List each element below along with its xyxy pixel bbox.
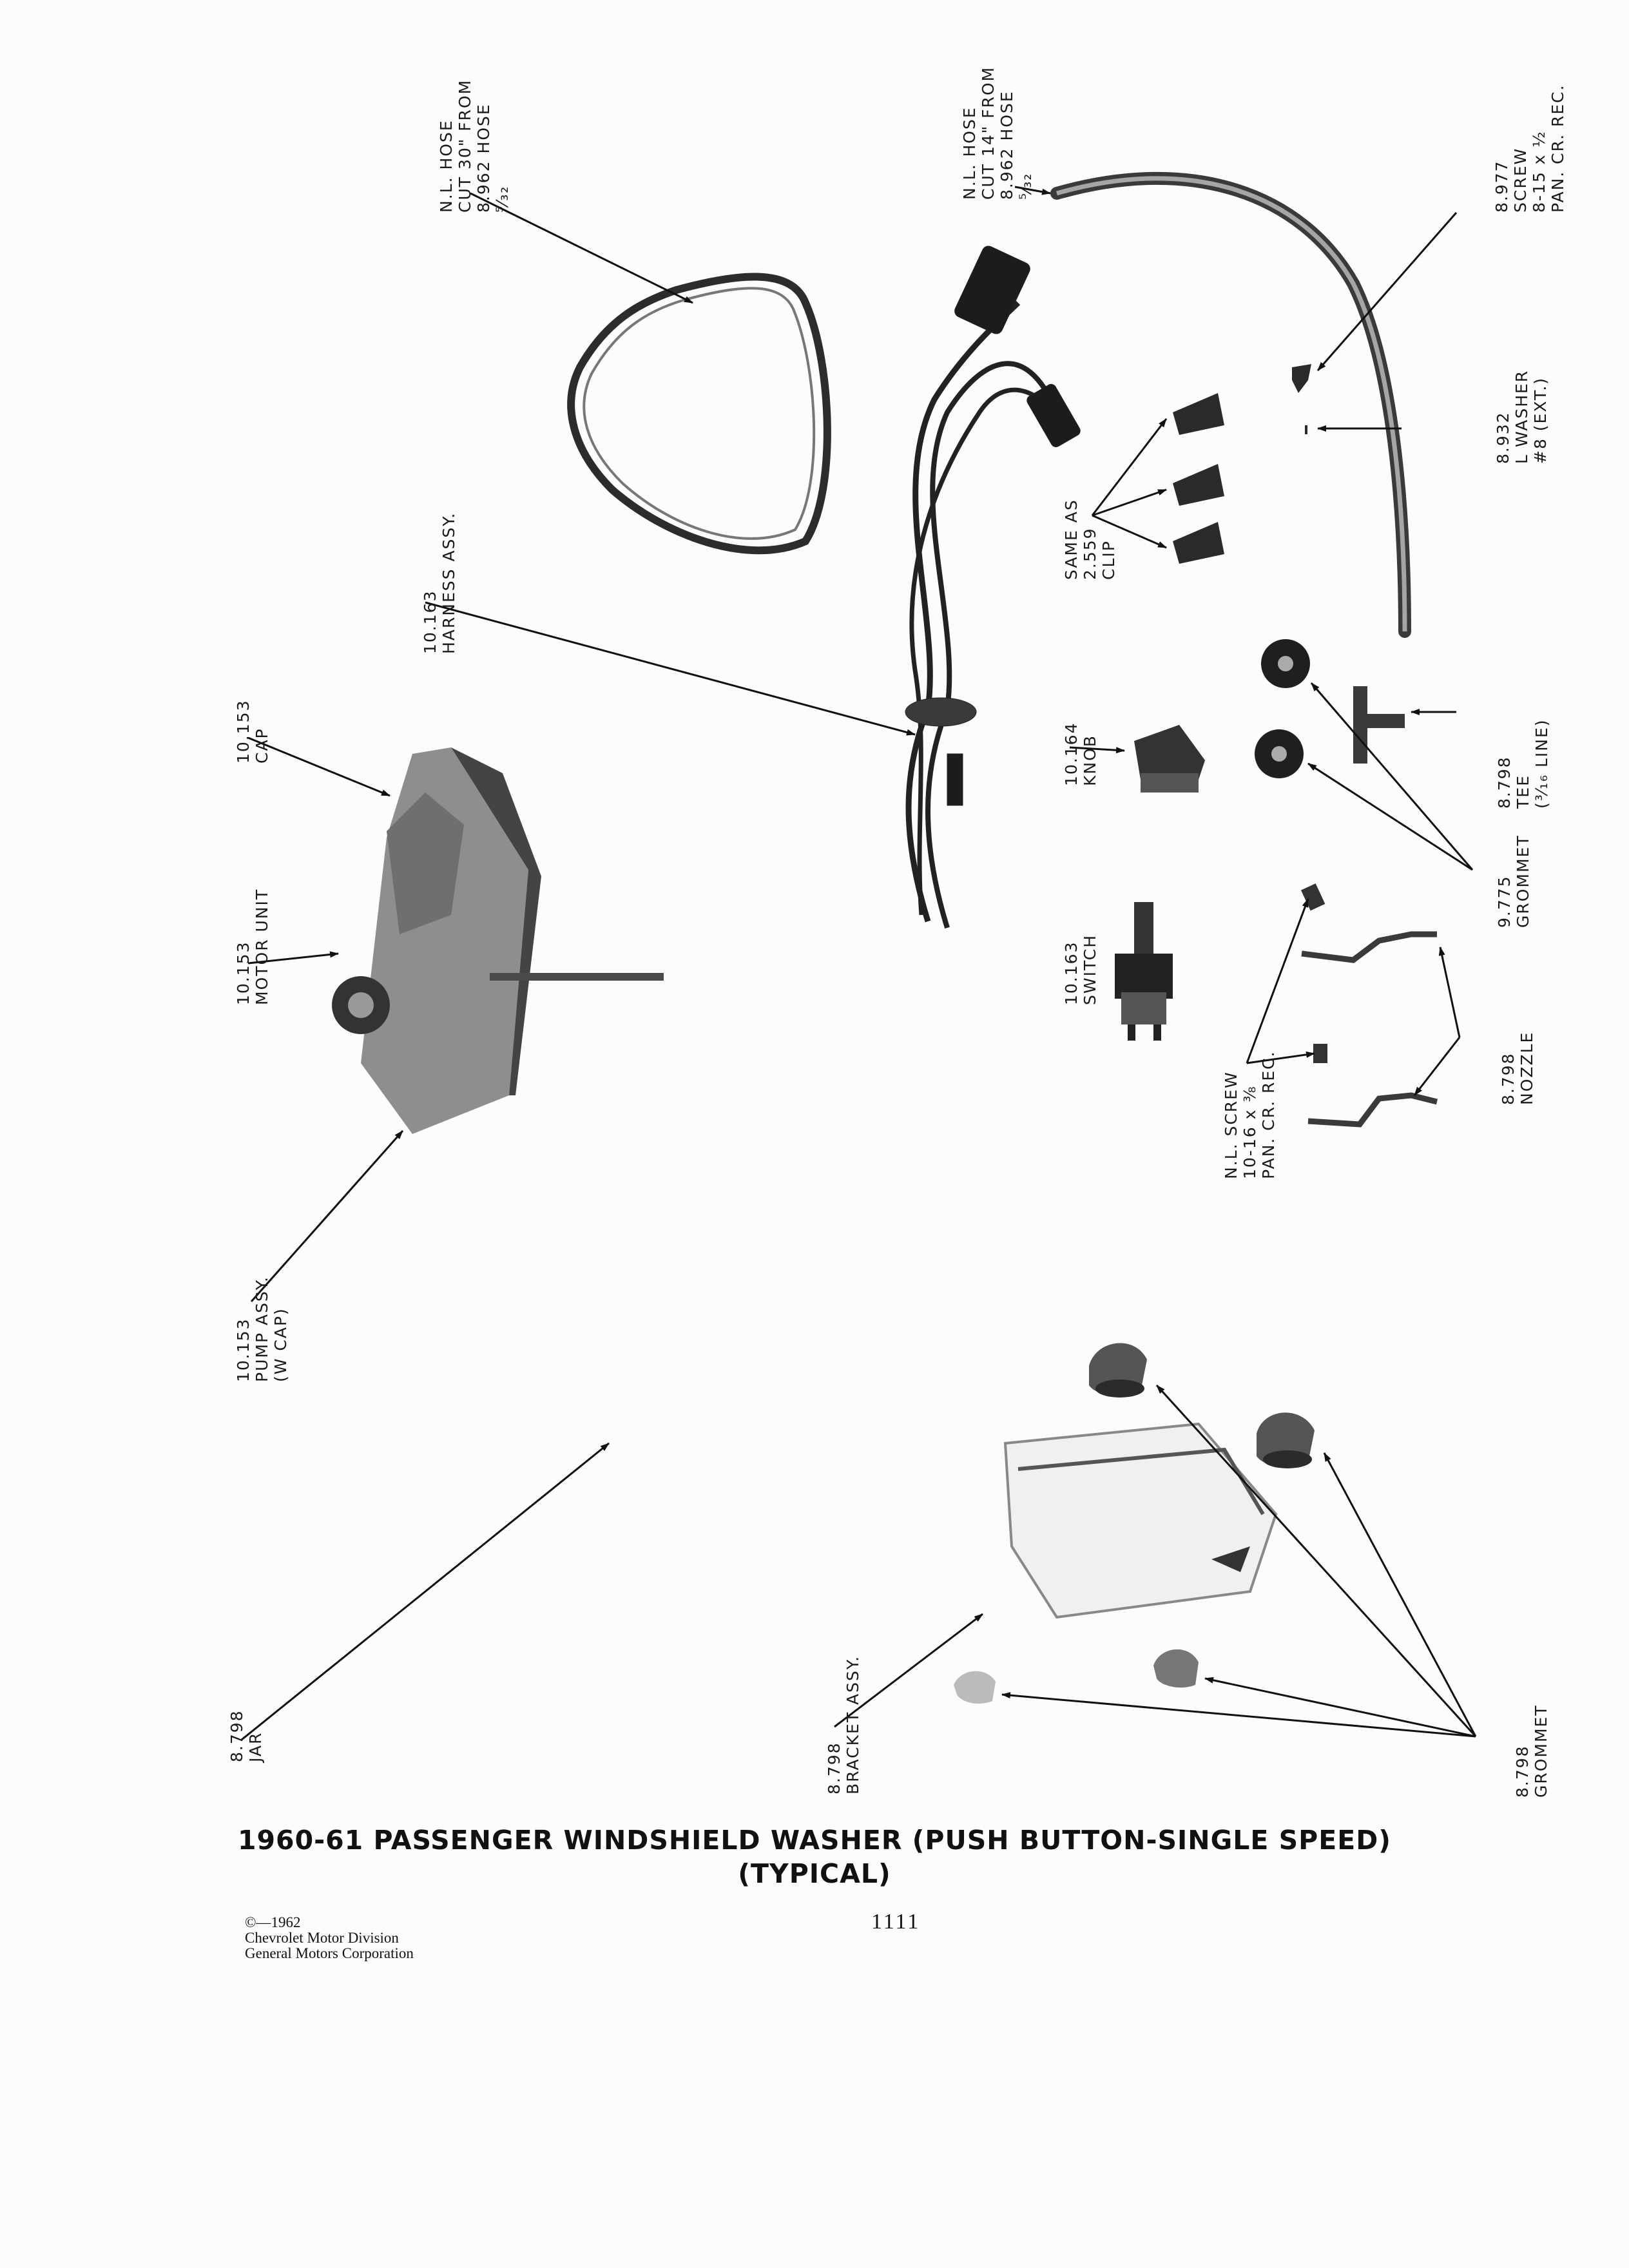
- hose-30in-drawing: [571, 277, 827, 551]
- grommet-9775-drawing: [1255, 639, 1310, 778]
- callout-grommet-8798: 8.798 GROMMET: [1513, 1704, 1550, 1798]
- leader-grommet-8798-d: [1002, 1695, 1476, 1736]
- callout-lwasher: 8.932 L WASHER #8 (EXT.): [1494, 369, 1550, 464]
- callout-motor-unit: 10.153 MOTOR UNIT: [234, 888, 271, 1005]
- clips-drawing: [1173, 393, 1224, 564]
- nozzles-drawing: [1302, 934, 1437, 1124]
- callout-hose-30: N.L. HOSE CUT 30" FROM 8.962 HOSE ⁵⁄₃₂: [437, 79, 512, 213]
- nozzle-screws-drawing: [1301, 883, 1327, 1063]
- callout-knob: 10.164 KNOB: [1062, 722, 1099, 786]
- leader-nozzle-a: [1440, 947, 1460, 1037]
- knob-drawing: [1134, 725, 1205, 793]
- callout-screw: 8.977 SCREW 8-15 x ½ PAN. CR. REC.: [1492, 84, 1567, 213]
- leader-jar: [242, 1443, 609, 1740]
- leader-grommet-9775-b: [1308, 764, 1472, 870]
- callout-cap: 10.153 CAP: [234, 699, 271, 764]
- callout-grommet-9775: 9.775 GROMMET: [1495, 834, 1532, 928]
- tee-drawing: [1353, 686, 1405, 764]
- harness-drawing: [905, 244, 1082, 928]
- callout-nl-screw: N.L. SCREW 10-16 x ⅜ PAN. CR. REC.: [1222, 1050, 1278, 1179]
- screw-washer-drawing: [1292, 364, 1311, 434]
- leader-nlscrew-a: [1247, 899, 1308, 1063]
- switch-drawing: [1115, 902, 1173, 1041]
- copyright-notice: ©—1962 Chevrolet Motor Division General Motors Corporation: [245, 1914, 414, 1961]
- page-number: 1111: [871, 1910, 921, 1934]
- callout-jar: 8.798 JAR: [227, 1709, 265, 1762]
- callout-clip: SAME AS 2.559 CLIP: [1062, 499, 1118, 580]
- callout-bracket-assy: 8.798 BRACKET ASSY.: [825, 1655, 862, 1794]
- leader-screw: [1318, 213, 1456, 370]
- diagram-title: [0, 1823, 1629, 1890]
- callout-tee: 8.798 TEE (³⁄₁₆ LINE): [1495, 718, 1551, 809]
- pump-motor-drawing: [332, 747, 664, 1134]
- callout-nozzle: 8.798 NOZZLE: [1499, 1031, 1536, 1105]
- leader-nozzle-b: [1414, 1037, 1460, 1095]
- title-line-2: (TYPICAL): [738, 1858, 891, 1889]
- leader-grommet-8798-c: [1205, 1678, 1476, 1736]
- leader-harness: [425, 602, 915, 735]
- title-line-1: 1960-61 PASSENGER WINDSHIELD WASHER (PUSH BUTTON-SINGLE SPEED): [237, 1825, 1391, 1856]
- callout-pump-assy: 10.153 PUMP ASSY. (W CAP): [234, 1276, 290, 1382]
- callout-hose-14: N.L. HOSE CUT 14" FROM 8.962 HOSE ⁵⁄₃₂: [960, 66, 1035, 200]
- callout-switch: 10.163 SWITCH: [1062, 934, 1099, 1005]
- bracket-drawing: [1005, 1424, 1276, 1617]
- callout-harness: 10.163 HARNESS ASSY.: [421, 512, 458, 654]
